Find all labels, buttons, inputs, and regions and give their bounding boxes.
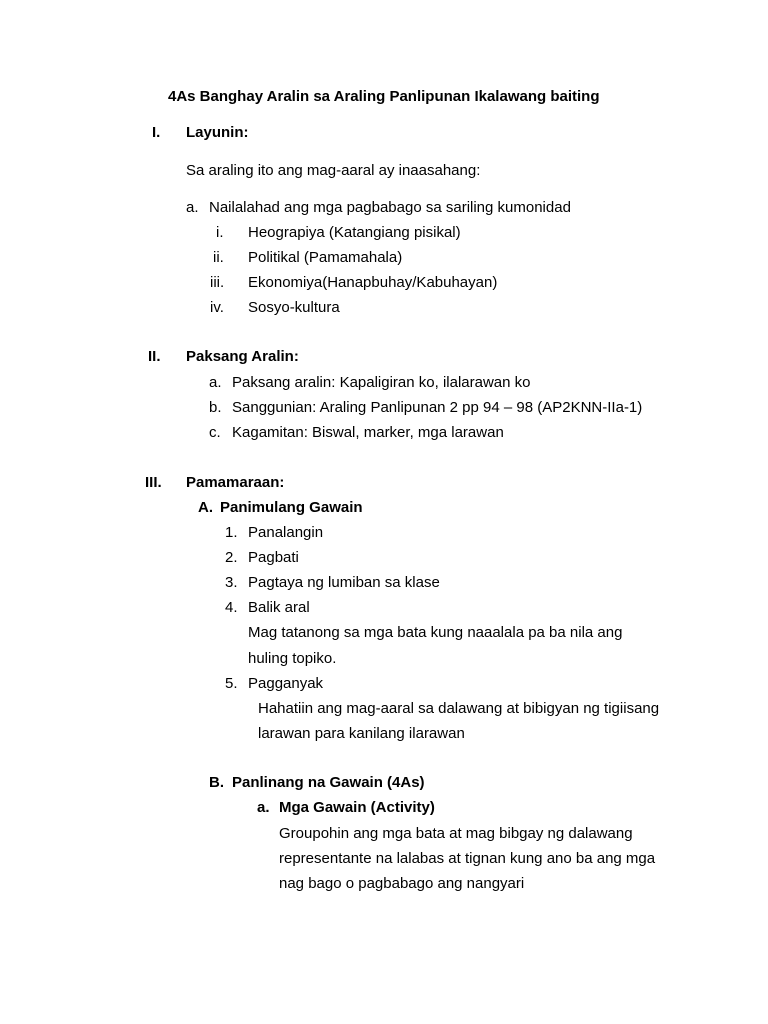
list-item-label: 5. bbox=[225, 675, 238, 692]
section-3-numeral: III. bbox=[145, 474, 162, 491]
list-item-text: Sanggunian: Araling Panlipunan 2 pp 94 – 98 (AP2KNN-IIa-1) bbox=[232, 399, 643, 416]
list-item-label: i. bbox=[216, 224, 224, 241]
document-title: 4As Banghay Aralin sa Araling Panlipunan Ikalawang baiting bbox=[168, 88, 600, 105]
list-item-label: 2. bbox=[225, 549, 238, 566]
list-item-text: Kagamitan: Biswal, marker, mga larawan bbox=[232, 424, 504, 441]
part-b-sub-a-label: a. bbox=[257, 799, 270, 816]
activity-description: Groupohin ang mga bata at mag bibgay ng dalawang bbox=[279, 825, 633, 842]
list-item-text: Pagtaya ng lumiban sa klase bbox=[248, 574, 440, 591]
part-b-sub-a-heading: Mga Gawain (Activity) bbox=[279, 799, 435, 816]
pagganyak-description: larawan para kanilang ilarawan bbox=[258, 725, 465, 742]
list-item-label: 4. bbox=[225, 599, 238, 616]
list-item-text: Sosyo-kultura bbox=[248, 299, 340, 316]
activity-description: representante na lalabas at tignan kung ano ba ang mga bbox=[279, 850, 656, 867]
list-item-label: iv. bbox=[210, 299, 224, 316]
list-item-label: 3. bbox=[225, 574, 238, 591]
activity-description: nag bago o pagbabago ang nangyari bbox=[279, 875, 525, 892]
section-2-numeral: II. bbox=[148, 348, 161, 365]
list-item-text: Pagbati bbox=[248, 549, 299, 566]
section-1-heading: Layunin: bbox=[186, 124, 249, 141]
list-item-text: Paksang aralin: Kapaligiran ko, ilalarawan ko bbox=[232, 374, 531, 391]
list-item-label: a. bbox=[209, 374, 222, 391]
list-item-text: Ekonomiya(Hanapbuhay/Kabuhayan) bbox=[248, 274, 498, 291]
balik-aral-description: Mag tatanong sa mga bata kung naaalala pa ba nila ang bbox=[248, 624, 623, 641]
list-item-text: Heograpiya (Katangiang pisikal) bbox=[248, 224, 461, 241]
list-item-text: Panalangin bbox=[248, 524, 324, 541]
part-b-heading: Panlinang na Gawain (4As) bbox=[232, 774, 425, 791]
list-item-text: Politikal (Pamamahala) bbox=[248, 249, 403, 266]
section-1-item-a-text: Nailalahad ang mga pagbabago sa sariling kumonidad bbox=[209, 199, 571, 216]
part-a-heading: Panimulang Gawain bbox=[220, 499, 363, 516]
balik-aral-description: huling topiko. bbox=[248, 650, 337, 667]
section-2-heading: Paksang Aralin: bbox=[186, 348, 299, 365]
list-item-text: Pagganyak bbox=[248, 675, 324, 692]
part-a-label: A. bbox=[198, 499, 213, 516]
list-item-label: c. bbox=[209, 424, 221, 441]
section-1-numeral: I. bbox=[152, 124, 161, 141]
list-item-label: 1. bbox=[225, 524, 238, 541]
section-3-heading: Pamamaraan: bbox=[186, 474, 285, 491]
pagganyak-description: Hahatiin ang mag-aaral sa dalawang at bibigyan ng tigiisang bbox=[258, 700, 660, 717]
list-item-label: b. bbox=[209, 399, 222, 416]
section-1-intro: Sa araling ito ang mag-aaral ay inaasahang: bbox=[186, 162, 481, 179]
list-item-label: iii. bbox=[210, 274, 225, 291]
list-item-label: ii. bbox=[213, 249, 224, 266]
section-1-item-a-label: a. bbox=[186, 199, 199, 216]
list-item-text: Balik aral bbox=[248, 599, 310, 616]
part-b-label: B. bbox=[209, 774, 224, 791]
